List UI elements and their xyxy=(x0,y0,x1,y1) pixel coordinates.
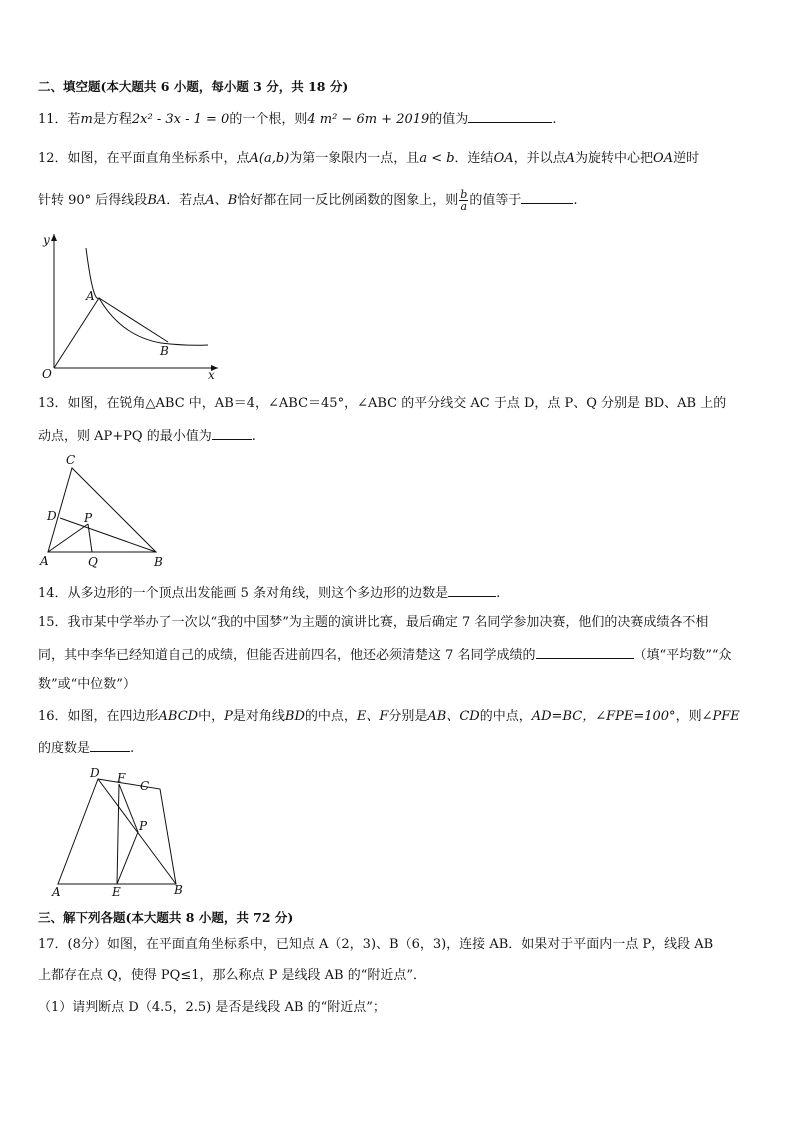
q12-segment: OA xyxy=(493,151,514,166)
q12-text: 的值等于 xyxy=(469,193,522,208)
question-12-line-2 xyxy=(38,189,577,212)
label-d: D xyxy=(47,509,57,523)
q12-end: . xyxy=(573,193,578,208)
section-3-title: 三、解下列各题(本大题共 8 小题，共 72 分) xyxy=(38,910,294,925)
q12-text: 恰好都在同一反比例函数的图象上，则 xyxy=(237,193,459,208)
q12-text: ，并以点 xyxy=(513,151,566,166)
segment-ep xyxy=(117,832,138,884)
section-2-title: 二、填空题(本大题共 6 小题，每小题 3 分，共 18 分) xyxy=(38,79,349,94)
q11-var: m xyxy=(80,112,93,127)
label-p: P xyxy=(139,819,148,833)
fraction-numerator: b xyxy=(460,188,468,201)
q16-figure xyxy=(48,764,193,900)
q16-angle: PFE xyxy=(712,709,740,724)
segment-fe xyxy=(117,784,119,884)
q12-point: A xyxy=(565,151,576,166)
q12-text: ．连结 xyxy=(454,151,494,166)
question-15-line-3: 数”或“中位数”） xyxy=(38,677,136,692)
segment-fp xyxy=(119,784,138,832)
q12-text: ．若点 xyxy=(166,193,206,208)
label-c: C xyxy=(66,453,76,467)
fraction-denominator: a xyxy=(460,200,468,213)
label-y: y xyxy=(43,233,50,247)
label-c: C xyxy=(140,779,150,793)
q13-text: 动点，则 AP+PQ 的最小值为 xyxy=(38,429,212,444)
q16-end: . xyxy=(130,741,135,756)
question-14 xyxy=(38,582,500,604)
diagonal-bd xyxy=(98,779,176,884)
q11-end: . xyxy=(552,112,557,127)
q12-condition: a < b xyxy=(419,151,455,166)
question-17-line-1: 17．(8分）如图，在平面直角坐标系中，已知点 A（2，3)、B（6，3)，连接 AB．如果对于平面内一点 P，线段 AB xyxy=(38,937,714,952)
q11-expression: 4 m² − 6m + 2019 xyxy=(307,112,430,127)
q11-text: 的值为 xyxy=(429,112,469,127)
q12-text: 针转 90° 后得线段 xyxy=(38,193,148,208)
q15-text: 同，其中李华已经知道自己的成绩，但能否进前四名，他还必须清楚这 7 名同学成绩的 xyxy=(38,648,536,663)
segment-oa xyxy=(54,298,99,368)
answer-blank[interactable] xyxy=(468,108,552,123)
q12-text: 12．如图，在平面直角坐标系中，点 xyxy=(38,151,250,166)
label-f: F xyxy=(117,771,126,785)
q16-point: P xyxy=(224,709,233,724)
question-17-line-2: 上都存在点 Q，使得 PQ≤1，那么称点 P 是线段 AB 的“附近点”． xyxy=(38,968,427,983)
q16-text: 的度数是 xyxy=(38,741,91,756)
label-x: x xyxy=(208,368,215,382)
bisector-bd xyxy=(60,518,156,552)
q11-equation: 2x² - 3x - 1 = 0 xyxy=(131,112,230,127)
label-a: A xyxy=(86,289,95,303)
answer-blank[interactable] xyxy=(212,425,252,440)
q12-segment: OA xyxy=(653,151,674,166)
q12-point: A(a,b) xyxy=(249,151,290,166)
label-e: E xyxy=(112,885,121,899)
label-a: A xyxy=(40,554,49,568)
question-15-line-1: 15．我市某中学举办了一次以“我的中国梦”为主题的演讲比赛，最后确定 7 名同学参加决赛，他们的决赛成绩各不相 xyxy=(38,615,709,630)
question-17-line-3: （1）请判断点 D（4.5，2.5) 是否是线段 AB 的“附近点”； xyxy=(38,1000,386,1015)
question-11 xyxy=(38,108,556,130)
answer-blank[interactable] xyxy=(536,644,634,659)
triangle-abc xyxy=(48,468,156,552)
question-12-line-1 xyxy=(38,149,699,169)
q14-end: . xyxy=(496,586,501,601)
q16-text: 是对角线 xyxy=(232,709,285,724)
q16-diagonal: BD xyxy=(284,709,305,724)
answer-blank[interactable] xyxy=(448,582,496,597)
label-d: D xyxy=(90,766,100,780)
q16-text: 16．如图，在四边形 xyxy=(38,709,159,724)
q16-sides: AB、CD xyxy=(427,709,480,724)
q16-text: ，则∠ xyxy=(675,709,713,724)
q12-text: 、 xyxy=(214,193,228,208)
label-p: P xyxy=(84,511,93,525)
label-q: Q xyxy=(88,555,98,569)
label-b: B xyxy=(160,344,169,358)
question-13-line-1: 13．如图，在锐角△ABC 中，AB＝4，∠ABC＝45°，∠ABC 的平分线交 AC 于点 D，点 P、Q 分别是 BD、AB 上的 xyxy=(38,396,727,411)
hyperbola-curve xyxy=(86,248,208,345)
label-b: B xyxy=(154,555,163,569)
q12-point: B xyxy=(227,193,238,208)
q13-figure xyxy=(36,452,171,570)
segment-ab xyxy=(99,298,168,342)
q16-text: 分别是 xyxy=(388,709,428,724)
question-16-line-2 xyxy=(38,737,134,759)
q16-text: 的中点， xyxy=(479,709,532,724)
question-13-line-2 xyxy=(38,425,256,447)
q14-text: 14．从多边形的一个顶点出发能画 5 条对角线，则这个多边形的边数是 xyxy=(38,586,449,601)
q12-text: 为旋转中心把 xyxy=(575,151,654,166)
q16-text: 的中点， xyxy=(304,709,357,724)
q12-text: 为第一象限内一点，且 xyxy=(289,151,420,166)
fraction-b-over-a xyxy=(459,189,468,212)
q15-text: （填“平均数”“众 xyxy=(633,648,732,663)
segment-ap xyxy=(48,524,88,552)
q16-condition: AD=BC，∠FPE=100° xyxy=(531,709,676,724)
q12-text: 逆时 xyxy=(673,151,700,166)
q11-text: 的一个根，则 xyxy=(229,112,308,127)
q12-segment: BA xyxy=(147,193,167,208)
q16-quadrilateral: ABCD xyxy=(158,709,199,724)
answer-blank[interactable] xyxy=(90,737,130,752)
question-15-line-2 xyxy=(38,644,732,666)
y-axis-arrow xyxy=(51,234,57,241)
q11-text: 是方程 xyxy=(92,112,132,127)
label-a: A xyxy=(52,885,61,899)
q13-end: . xyxy=(251,429,256,444)
q11-text: 11．若 xyxy=(38,112,81,127)
label-o: O xyxy=(42,367,52,381)
q12-point: A xyxy=(205,193,215,208)
question-16-line-1 xyxy=(38,707,740,727)
q16-text: 中， xyxy=(198,709,225,724)
q12-figure xyxy=(36,228,226,380)
answer-blank[interactable] xyxy=(521,189,573,204)
q16-points: E、F xyxy=(356,709,389,724)
label-b: B xyxy=(174,883,183,897)
